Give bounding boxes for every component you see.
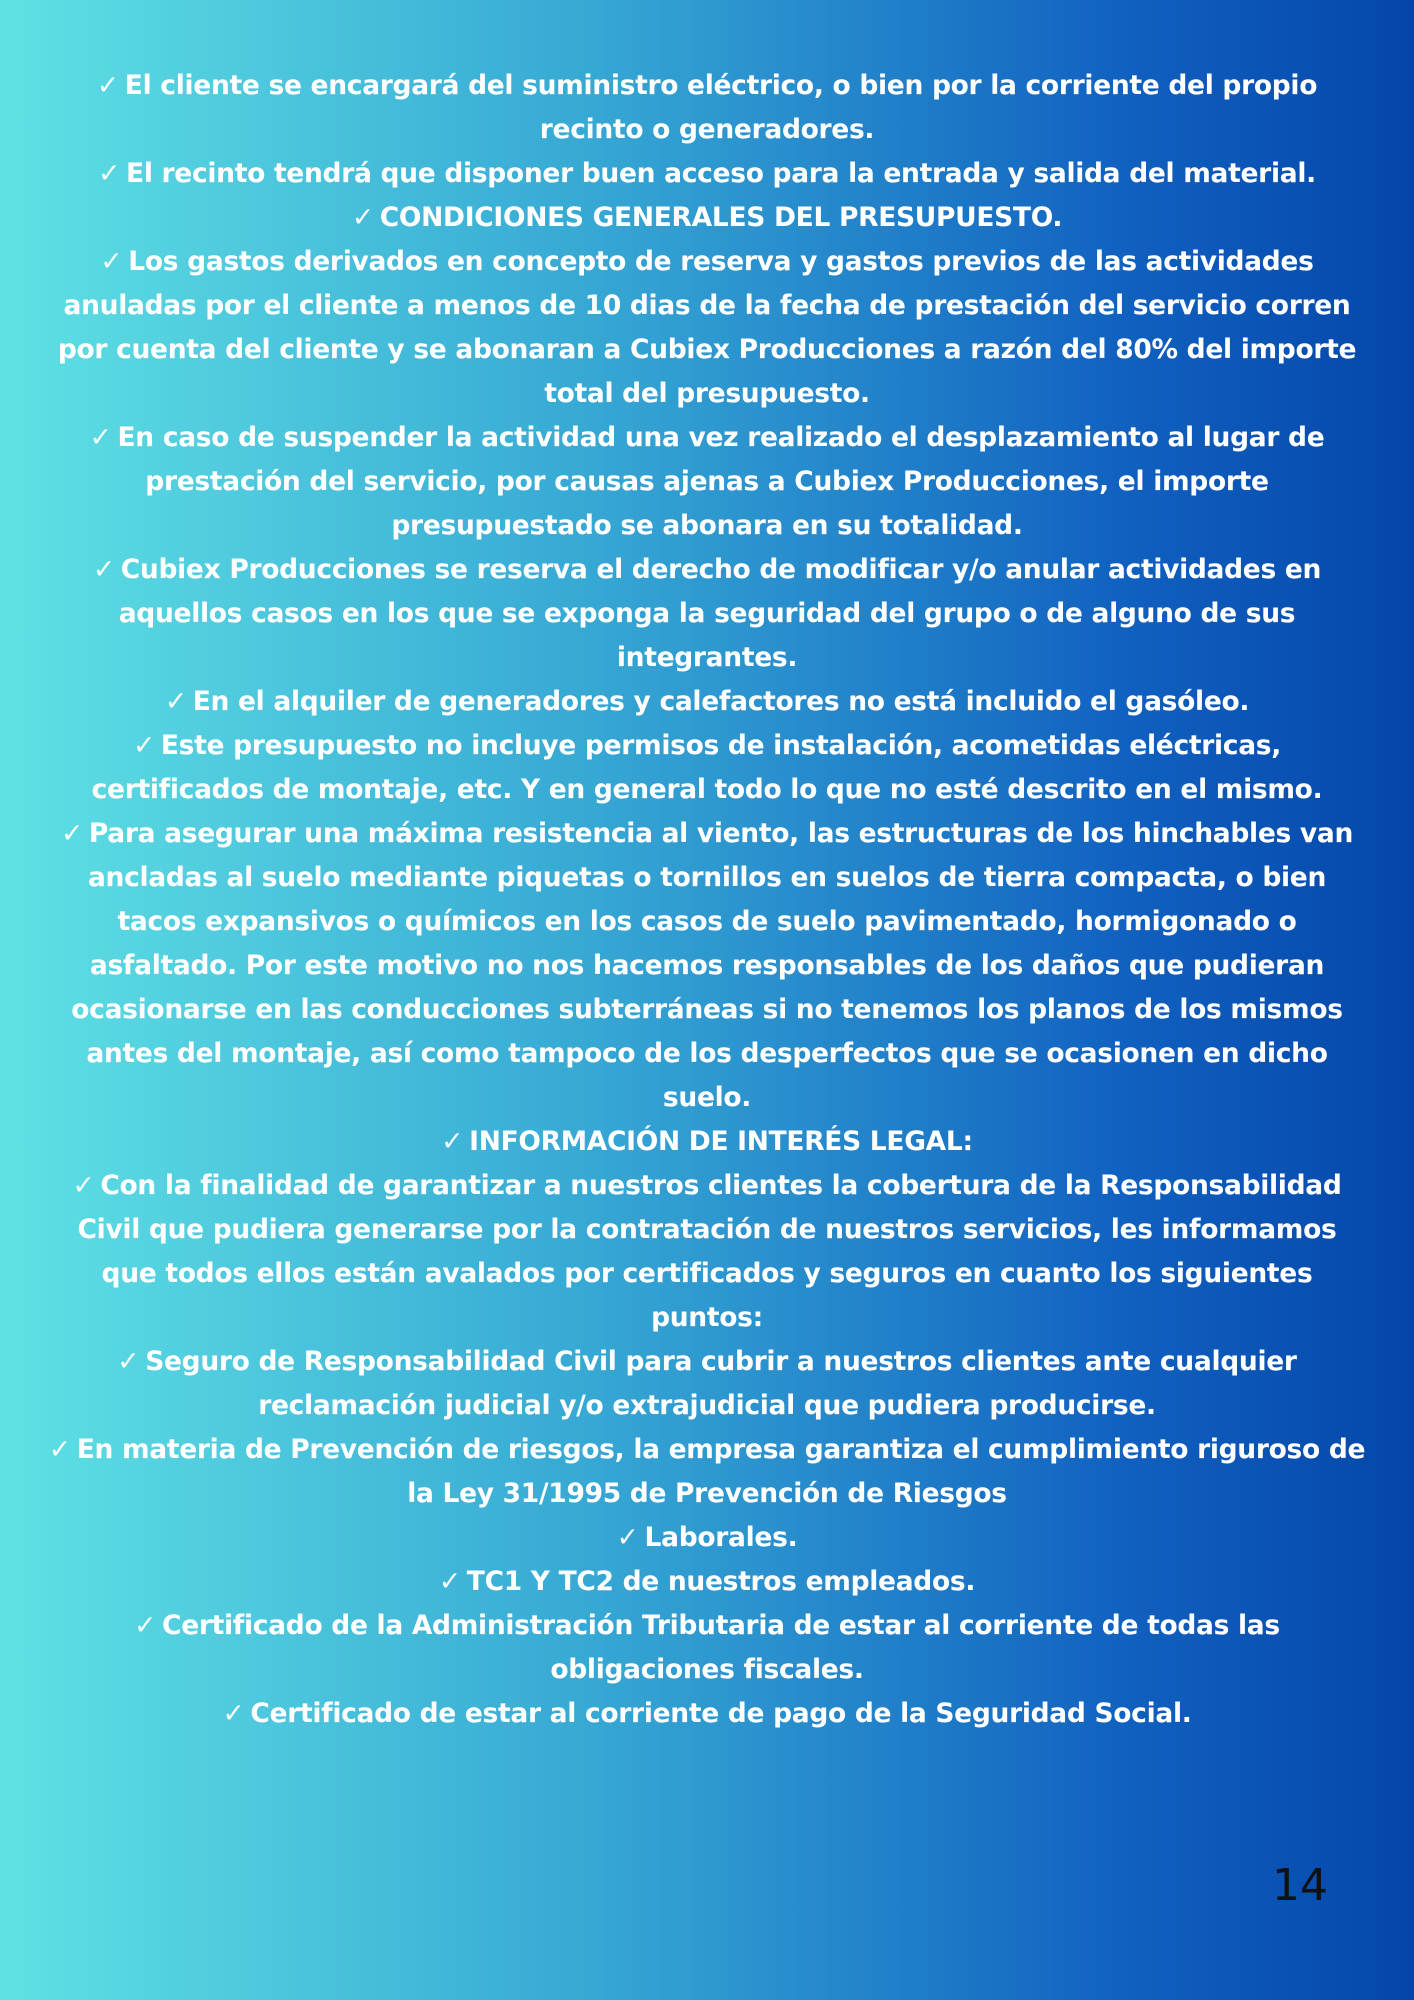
condition-text: En materia de Prevención de riesgos, la empresa garantiza el cumplimiento riguroso de la Ley 31/1995 de Prevención de Riesgos	[76, 1434, 1366, 1509]
check-icon: ✓	[132, 730, 155, 761]
check-icon: ✓	[48, 1434, 71, 1465]
condition-text: Este presupuesto no incluye permisos de instalación, acometidas eléctricas, certificados de montaje, etc. Y en general todo lo que no esté descrito en el mismo.	[91, 730, 1323, 805]
section-heading-text: INFORMACIÓN DE INTERÉS LEGAL:	[469, 1126, 973, 1157]
check-icon: ✓	[222, 1698, 245, 1729]
condition-text: TC1 Y TC2 de nuestros empleados.	[466, 1566, 976, 1597]
check-icon: ✓	[96, 70, 119, 101]
condition-item	[46, 812, 1368, 1120]
conditions-list	[46, 64, 1368, 1736]
check-icon: ✓	[60, 818, 83, 849]
condition-item	[46, 680, 1368, 724]
condition-item	[46, 240, 1368, 416]
condition-text: Seguro de Responsabilidad Civil para cubrir a nuestros clientes ante cualquier reclamación judicial y/o extrajudicial que pudiera producirse.	[145, 1346, 1297, 1421]
condition-text: Para asegurar una máxima resistencia al viento, las estructuras de los hinchables van ancladas al suelo mediante piquetas o tornillos en suelos de tierra compacta, o bien tacos expansivos o químicos en los casos de suelo pavimentado, hormigonado o asfaltado. Por este motivo no nos hacemos responsables de los daños que pudieran ocasionarse en las conducciones subterráneas si no tenemos los planos de los mismos antes del montaje, así como tampoco de los desperfectos que se ocasionen en dicho suelo.	[71, 818, 1354, 1113]
condition-item	[46, 1560, 1368, 1604]
condition-text: Certificado de estar al corriente de pago de la Seguridad Social.	[250, 1698, 1192, 1729]
check-icon: ✓	[72, 1170, 95, 1201]
condition-text: En el alquiler de generadores y calefactores no está incluido el gasóleo.	[192, 686, 1250, 717]
condition-item	[46, 1164, 1368, 1340]
condition-item	[46, 1428, 1368, 1516]
page-number: 14	[1272, 1860, 1328, 1911]
condition-text: Certificado de la Administración Tributaria de estar al corriente de todas las obligaciones fiscales.	[162, 1610, 1280, 1685]
section-heading-text: CONDICIONES GENERALES DEL PRESUPUESTO.	[379, 202, 1063, 233]
condition-item	[46, 416, 1368, 548]
condition-item	[46, 1340, 1368, 1428]
condition-item	[46, 1604, 1368, 1692]
check-icon: ✓	[616, 1522, 639, 1553]
condition-item	[46, 548, 1368, 680]
check-icon: ✓	[89, 422, 112, 453]
check-icon: ✓	[117, 1346, 140, 1377]
section-heading	[46, 1120, 1368, 1164]
condition-item	[46, 724, 1368, 812]
condition-text: En caso de suspender la actividad una vez realizado el desplazamiento al lugar de prestación del servicio, por causas ajenas a Cubiex Producciones, el importe presupuestado se abonara en su totalidad.	[117, 422, 1325, 541]
condition-text: Los gastos derivados en concepto de reserva y gastos previos de las actividades anuladas por el cliente a menos de 10 dias de la fecha de prestación del servicio corren por cuenta del cliente y se abonaran a Cubiex Producciones a razón del 80% del importe total del presupuesto.	[57, 246, 1357, 409]
check-icon: ✓	[92, 554, 115, 585]
condition-item	[46, 152, 1368, 196]
check-icon: ✓	[441, 1126, 464, 1157]
condition-text: El recinto tendrá que disponer buen acceso para la entrada y salida del material.	[126, 158, 1316, 189]
condition-text: Laborales.	[644, 1522, 798, 1553]
check-icon: ✓	[134, 1610, 157, 1641]
section-heading	[46, 196, 1368, 240]
condition-item	[46, 64, 1368, 152]
check-icon: ✓	[98, 158, 121, 189]
condition-item	[46, 1692, 1368, 1736]
check-icon: ✓	[438, 1566, 461, 1597]
condition-text: Cubiex Producciones se reserva el derecho de modificar y/o anular actividades en aquellos casos en los que se exponga la seguridad del grupo o de alguno de sus integrantes.	[118, 554, 1322, 673]
condition-item	[46, 1516, 1368, 1560]
check-icon: ✓	[164, 686, 187, 717]
check-icon: ✓	[351, 202, 374, 233]
check-icon: ✓	[100, 246, 123, 277]
condition-text: Con la finalidad de garantizar a nuestros clientes la cobertura de la Responsabilidad Civil que pudiera generarse por la contratación de nuestros servicios, les informamos que todos ellos están avalados por certificados y seguros en cuanto los siguientes puntos:	[77, 1170, 1342, 1333]
condition-text: El cliente se encargará del suministro eléctrico, o bien por la corriente del propio recinto o generadores.	[124, 70, 1318, 145]
